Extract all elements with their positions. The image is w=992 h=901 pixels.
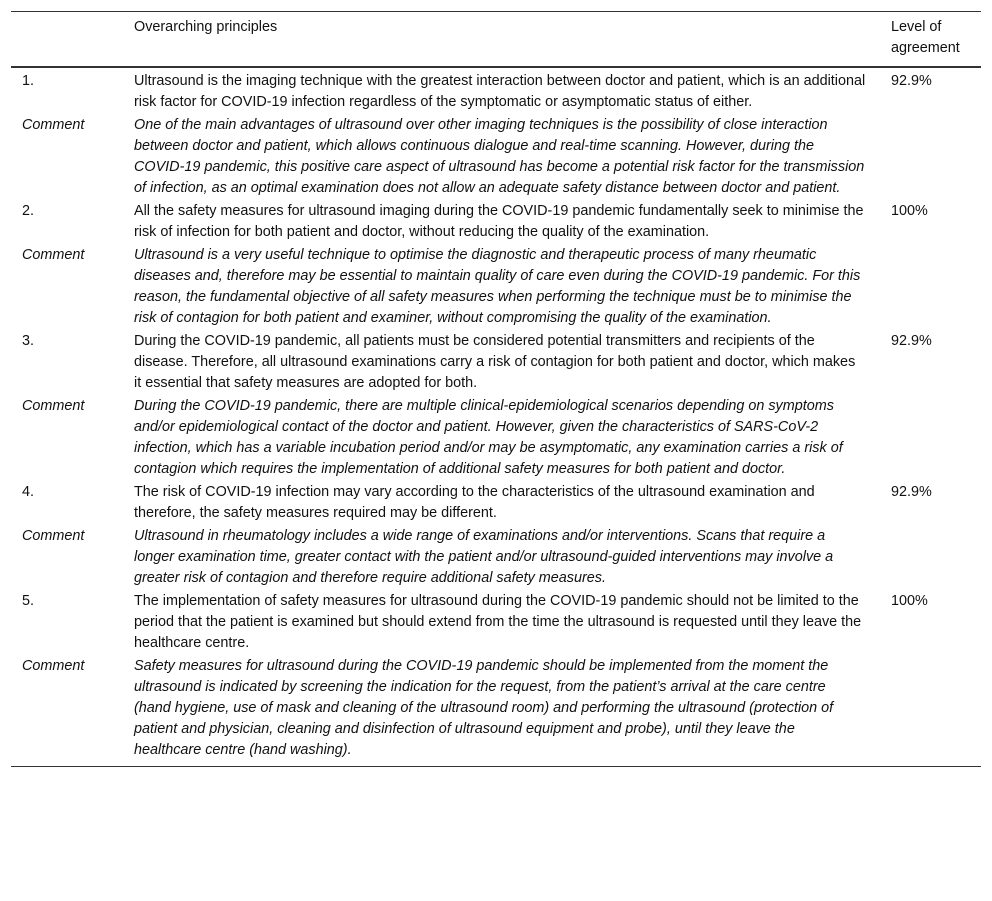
principle-text: During the COVID-19 pandemic, all patients must be considered potential transmitters and recipients of the disease. Therefore, all ultrasound examinations carry a risk of contagion for both patient and doctor, which makes it essential that safety measures are adopted for both. (134, 333, 856, 391)
principle-row-1 (11, 67, 981, 114)
table-header (11, 12, 981, 68)
principle-text: The risk of COVID-19 infection may vary according to the characteristics of the ultrasound examination and therefore, the safety measures required may be different. (134, 484, 815, 521)
comment-row-1 (11, 114, 981, 200)
comment-label: Comment (22, 658, 85, 674)
comment-empty-cell (880, 525, 981, 590)
comment-row-4 (11, 525, 981, 590)
comment-text: One of the main advantages of ultrasound over other imaging techniques is the possibility of close interaction between doctor and patient, which allows continuous dialogue and real-time scanning. However, during the COVID-19 pandemic, this positive care aspect of ultrasound has become a potential risk factor for the transmission of infection, as an optimal examination does not allow an adequate safety distance between doctor and patient. (134, 117, 865, 196)
header-row (11, 12, 981, 68)
comment-text: Ultrasound is a very useful technique to optimise the diagnostic and therapeutic process of many rheumatic diseases and, therefore may be essential to maintain quality of care even during the COVID-19 pandemic. For this reason, the fundamental objective of all safety measures when performing the technique must be to minimise the risk of contagion for both patient and examiner, without compromising the quality of the examination. (134, 247, 861, 326)
agreement-level: 92.9% (891, 73, 932, 89)
comment-empty-cell (880, 395, 981, 481)
comment-empty-cell (880, 114, 981, 200)
agreement-level: 100% (891, 593, 928, 609)
principle-number: 1. (22, 73, 35, 89)
principles-table (11, 11, 981, 767)
principle-row-2 (11, 200, 981, 244)
comment-row-2 (11, 244, 981, 330)
header-agreement: Level of agreement (891, 19, 960, 56)
principle-number: 5. (22, 593, 35, 609)
comment-label: Comment (22, 528, 85, 544)
principle-row-5 (11, 590, 981, 655)
comment-empty-cell (880, 655, 981, 767)
comment-empty-cell (880, 244, 981, 330)
comment-label: Comment (22, 398, 85, 414)
agreement-level: 92.9% (891, 333, 932, 349)
comment-row-3 (11, 395, 981, 481)
comment-text: Safety measures for ultrasound during the COVID-19 pandemic should be implemented from the moment the ultrasound is indicated by screening the indication for the request, from the patient’s arrival at the care centre (hand hygiene, use of mask and cleaning of the ultrasound room) and performing the ultrasound (protection of patient and physician, cleaning and disinfection of ultrasound equipment and probe), until they leave the healthcare centre (hand washing). (134, 658, 834, 758)
principle-number: 3. (22, 333, 35, 349)
comment-label: Comment (22, 247, 85, 263)
comment-text: Ultrasound in rheumatology includes a wide range of examinations and/or interventions. Scans that require a longer examination time, greater contact with the patient and/or ultrasound-guided interventions may involve a greater risk of contagion and therefore require additional safety measures. (134, 528, 834, 586)
comment-row-5 (11, 655, 981, 767)
principle-row-3 (11, 330, 981, 395)
principle-row-4 (11, 481, 981, 525)
principle-text: The implementation of safety measures for ultrasound during the COVID-19 pandemic should not be limited to the period that the patient is examined but should extend from the time the ultrasound is requested until they leave the healthcare centre. (134, 593, 862, 651)
principle-number: 2. (22, 203, 35, 219)
header-number (11, 12, 123, 68)
header-principles: Overarching principles (134, 19, 278, 35)
comment-text: During the COVID-19 pandemic, there are multiple clinical-epidemiological scenarios depending on symptoms and/or epidemiological contact of the doctor and patient. However, given the characteristics of SARS-CoV-2 infection, which has a variable incubation period and/or may be asymptomatic, any examination carries a risk of contagion which requires the implementation of additional safety measures for both patient and doctor. (134, 398, 843, 477)
principle-number: 4. (22, 484, 35, 500)
principle-text: All the safety measures for ultrasound imaging during the COVID-19 pandemic fundamentally seek to minimise the risk of infection for both patient and doctor, without reducing the quality of the examination. (134, 203, 864, 240)
table-body (11, 67, 981, 767)
agreement-level: 100% (891, 203, 928, 219)
principles-table-container (11, 11, 981, 767)
comment-label: Comment (22, 117, 85, 133)
agreement-level: 92.9% (891, 484, 932, 500)
principle-text: Ultrasound is the imaging technique with the greatest interaction between doctor and patient, which is an additional risk factor for COVID-19 infection regardless of the symptomatic or asymptomatic status of either. (134, 73, 866, 110)
